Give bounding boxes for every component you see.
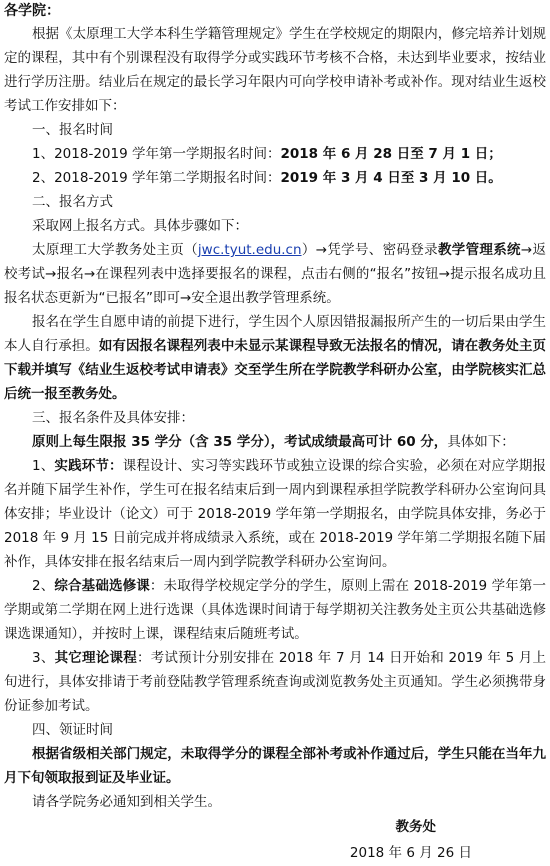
steps-part-b: ）→凭学号、密码登录 [301,242,438,258]
section2-heading: 二、报名方式 [32,194,113,210]
note-bold: 如有因报名课程列表中未显示某课程导致无法报名的情况，请在教务处主页下载并填写《结业生返校考试申请表》交至学生所在学院教学科研办公室，由学院核实汇总后统一报至教务处。 [4,338,546,402]
section1-item2-dates: 2019 年 3 月 4 日至 3 月 10 日。 [280,170,502,186]
greeting: 各学院： [4,3,60,19]
section2-steps [4,238,546,310]
section3-item2 [4,574,546,646]
item2-label: 2、 [32,578,55,594]
section1-item1-dates: 2018 年 6 月 28 日至 7 月 1 日； [280,146,502,162]
closing-line: 请各学院务必通知到相关学生。 [32,794,221,810]
item1-text: 课程设计、实习等实践环节或独立设课的综合实验，必须在对应学期报名并随下届学生补作，学生可在报名结束后到一周内到课程承担学院教学科研办公室询问具体安排；毕业设计（论文）可于 2018-2019 学年第一学期报名，由学院具体安排，务必于 2018 年 9 月 15 日前完成并将成绩录入系统，或在 2018-2019 学年第二学期报名随下届补作，具体安排在报名结束后一周内到学院教学科研办公室询问。 [4,458,547,570]
jwc-link[interactable]: jwc.tyut.edu.cn [197,242,302,258]
section3-item1 [4,454,546,574]
principle-tail: 具体如下： [447,434,515,450]
note-plain: 报名在学生自愿申请的前提下进行，学生因个人原因错报漏报所产生的一切后果由学生本人自行承担。 [4,314,546,354]
section1-item2 [4,166,546,190]
section3-heading: 三、报名条件及具体安排： [32,410,194,426]
steps-part-a: 太原理工大学教务处主页（ [32,242,198,258]
section3-item3 [4,646,546,718]
section1-item1-text: 1、2018-2019 学年第一学期报名时间： [32,146,281,162]
section2-line1: 采取网上报名方式。具体步骤如下： [32,218,248,234]
signature-office: 教务处 [395,819,436,835]
item1-label: 1、 [32,458,55,474]
item1-title: 实践环节： [54,458,123,474]
section3-principle [4,430,546,454]
intro-paragraph: 根据《太原理工大学本科生学籍管理规定》学生在学校规定的期限内，修完培养计划规定的课程，其中有个别课程没有取得学分或实践环节考核不合格，未达到毕业要求，按结业进行学历注册。结业后在规定的最长学习年限内可向学校申请补考或补作。现对结业生返校考试工作安排如下： [4,26,546,114]
notice-document [4,0,546,866]
steps-part-d: →返校考试→报名→在课程列表中选择要报名的课程，点击右侧的“报名”按钮→提示报名成功且报名状态更新为“已报名”即可→安全退出教学管理系统。 [4,242,547,306]
section1-heading: 一、报名时间 [32,122,113,138]
section4-text: 根据省级相关部门规定，未取得学分的课程全部补考或补作通过后，学生只能在当年九月下旬领取报到证及毕业证。 [4,746,546,786]
item2-text: ：未取得学校规定学分的学生，原则上需在 2018-2019 学年第一学期或第二学期在网上进行选课（具体选课时间请于每学期初关注教务处主页公共基础选修课选课通知），并按时上课，课程结束后随班考试。 [4,578,547,642]
section4-heading: 四、领证时间 [32,722,113,738]
section1-item1 [4,142,546,166]
section2-note [4,310,546,406]
item3-label: 3、 [32,650,55,666]
principle-bold: 原则上每生限报 35 学分（含 35 学分），考试成绩最高可计 60 分， [32,434,448,450]
item2-title: 综合基础选修课 [54,578,150,594]
item3-title: 其它理论课程 [54,650,137,666]
steps-system-name: 教学管理系统 [437,242,521,258]
signature-date: 2018 年 6 月 26 日 [349,845,472,861]
item3-text: ：考试预计分别安排在 2018 年 7 月 14 日开始和 2019 年 5 月上旬进行，具体安排请于考前登陆教学管理系统查询或浏览教务处主页通知。学生必须携带身份证参加考试。 [4,650,547,714]
section1-item2-text: 2、2018-2019 学年第二学期报名时间： [32,170,281,186]
